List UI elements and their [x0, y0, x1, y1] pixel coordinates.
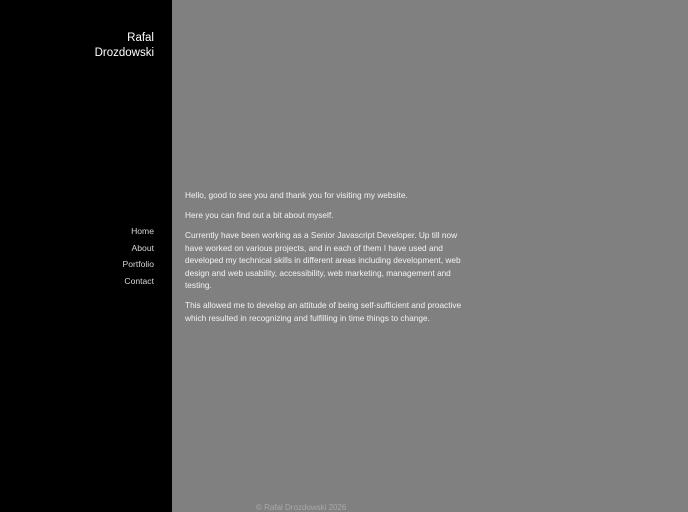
- nav-item-portfolio[interactable]: Portfolio: [122, 259, 154, 269]
- nav-item-about[interactable]: About: [131, 242, 154, 253]
- site-name-last: Drozdowski: [94, 47, 154, 59]
- intro-greeting: Hello, good to see you and thank you for visiting my website.: [185, 190, 408, 200]
- footer-copyright: © Rafal Drozdowski 2026: [256, 503, 347, 512]
- main-content: [185, 189, 477, 332]
- about-attitude: This allowed me to develop an attitude of being self-sufficient and proactive which resulted in recognizing and fulfilling in time things to change.: [185, 300, 462, 323]
- intro-subtitle: Here you can find out a bit about myself.: [185, 210, 334, 220]
- site-name[interactable]: [95, 31, 154, 61]
- nav-item-contact[interactable]: Contact: [124, 275, 154, 286]
- sidebar: [0, 0, 172, 512]
- main-nav: [122, 223, 154, 289]
- site-name-first: Rafal: [127, 32, 154, 44]
- nav-item-home[interactable]: Home: [131, 226, 154, 236]
- about-current-role: Currently have been working as a Senior Javascript Developer. Up till now have worked on various projects, and in each of them I have used and developed my technical skills in different areas including development, web design and web usability, accessibility, web marketing, management and testing.: [185, 230, 461, 290]
